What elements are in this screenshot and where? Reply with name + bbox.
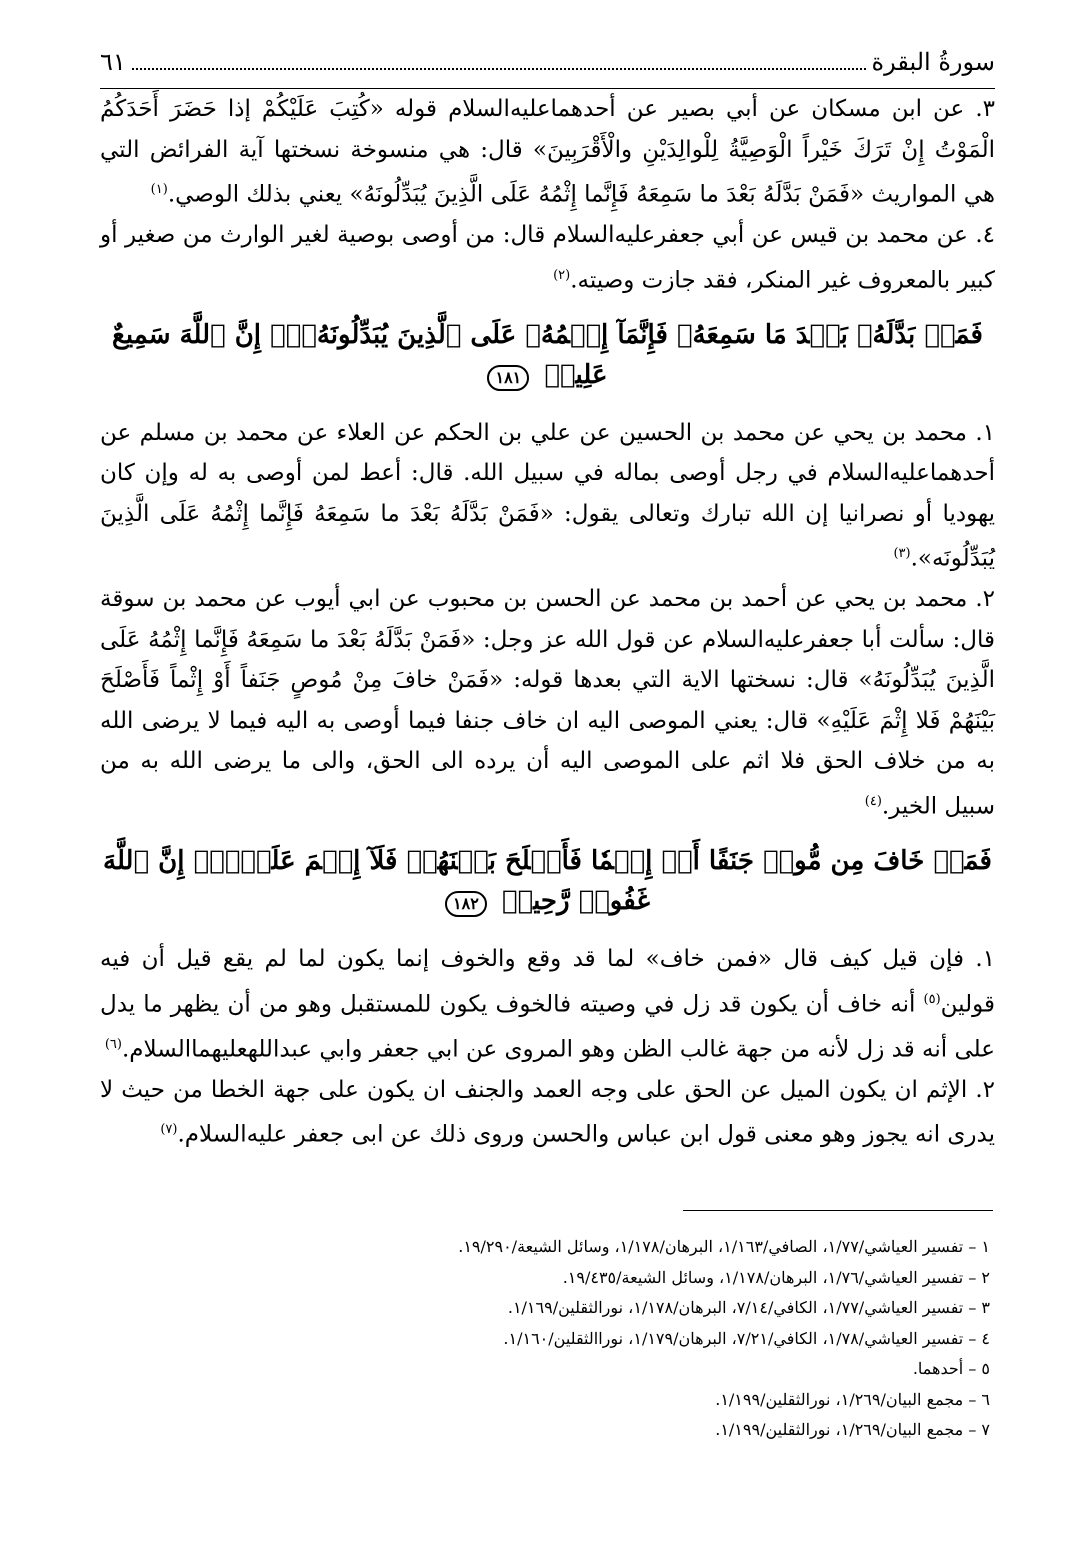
footnotes (300, 1232, 990, 1446)
verse-text: فَمَنۡ خَافَ مِن مُّوصٖ جَنَفًا أَوۡ إِثۡمٗا فَأَصۡلَحَ بَيۡنَهُمۡ فَلَآ إِثۡمَ عَلَيۡهِۚ إِنَّ ٱللَّهَ غَفُورٞ رَّحِيمٞ (103, 846, 992, 917)
header-dots (132, 68, 866, 70)
verse-text: فَمَنۢ بَدَّلَهُۥ بَعۡدَ مَا سَمِعَهُۥ فَإِنَّمَآ إِثۡمُهُۥ عَلَى ٱلَّذِينَ يُبَدِّلُونَهُۥٓۚ إِنَّ ٱللَّهَ سَمِيعٌ عَلِيمٞ (112, 319, 983, 390)
paragraph-2-1: ١. محمد بن يحي عن محمد بن الحسين عن علي بن الحكم عن العلاء عن محمد بن مسلم عن أحدهماعليه‌السلام في رجل أوصى بماله في سبيل الله. قال: أعط لمن أوصى به له وإن كان يهوديا أو نصرانيا إن الله تبارك وتعالى يقول: «فَمَنْ بَدَّلَهُ بَعْدَ ما سَمِعَهُ فَإِنَّما إِثْمُهُ عَلَى الَّذِينَ يُبَدِّلُونَه».$^{(٣)}$ (100, 419, 995, 572)
footnote-ref: (٧) (160, 1122, 178, 1138)
surah-title: سورةُ البقرة (871, 48, 995, 76)
footnote-ref: (١) (150, 182, 168, 197)
footnote-7: ٧ – مجمع البيان/١/٢٦٩، نورالثقلين/١/١٩٩. (715, 1420, 990, 1439)
footnote-1: ١ – تفسير العياشي/١/٧٧، الصافي/١/١٦٣، البرهان/١/١٧٨، وسائل الشيعة/١٩/٢٩٠. (458, 1237, 990, 1256)
footnote-4: ٤ – تفسير العياشي/١/٧٨، الكافي/٧/٢١، البرهان/١/١٧٩، نوراالثقلين/١/١٦٠. (503, 1328, 990, 1348)
footnote-6: ٦ – مجمع البيان/١/٢٦٩، نورالثقلين/١/١٩٩. (715, 1389, 990, 1409)
quran-verse-181 (100, 315, 995, 395)
footnote-2: ٢ – تفسير العياشي/١/٧٦، البرهان/١/١٧٨، وسائل الشيعة/١٩/٤٣٥. (562, 1267, 990, 1287)
paragraph-3-1: ١. فإن قيل كيف قال «فمن خاف» لما قد وقع والخوف إنما يكون لما لم يقع قيل أن فيه قولين$^{(٥)}$ أنه خاف أن يكون قد زل في وصيته فالخوف يكون للمستقبل وهو من أن يظهر ما يدل على أنه قد زل لأنه من جهة غالب الظن وهو المروى عن ابي جعفر وابي عبداللهعليهما‌السلام.$^{(٦)}$ (100, 946, 996, 1063)
page-header (100, 48, 995, 89)
footnote-ref: (٣) (893, 546, 911, 562)
footnote-3: ٣ – تفسير العياشي/١/٧٧، الكافي/٧/١٤، البرهان/١/١٧٨، نورالثقلين/١/١٦٩. (507, 1298, 990, 1317)
page-body (100, 48, 995, 1156)
footnote-divider (683, 1210, 993, 1211)
paragraph-2-2: ٢. محمد بن يحي عن أحمد بن محمد عن الحسن بن محبوب عن ابي أيوب عن محمد بن سوقة قال: سألت أبا جعفرعليه‌السلام عن قول الله عز وجل: «فَمَنْ بَدَّلَهُ بَعْدَ ما سَمِعَهُ فَإِنَّما إِثْمُهُ عَلَى الَّذِينَ يُبَدِّلُونَهُ» قال: نسختها الاية التي بعدها قوله: «فَمَنْ خافَ مِنْ مُوصٍ جَنَفاً أَوْ إِثْماً فَأَصْلَحَ بَيْنَهُمْ فَلا إِثْمَ عَلَيْهِ» قال: يعني الموصى اليه ان خاف جنفا فيما أوصى به اليه فيما لا يرضى الله به من خلاف الحق فلا اثم على الموصى اليه أن يرده الى الحق، والى ما يرضى الله به من سبيل الخير.$^{(٤)}$ (100, 586, 995, 820)
footnote-ref: (٢) (553, 267, 571, 283)
page-number: ٦١ (100, 48, 126, 76)
verse-number: ١٨٢ (445, 891, 487, 917)
footnote-ref: (٥) (923, 991, 941, 1007)
footnote-ref: (٤) (864, 793, 882, 809)
paragraph-3-2: ٢. الإثم ان يكون الميل عن الحق على وجه العمد والجنف ان يكون على جهة الخطا من حيث لا يدرى انه يجوز وهو معنى قول ابن عباس والحسن وروى ذلك عن ابى جعفر عليه‌السلام.$^{(٧)}$ (100, 1076, 995, 1149)
verse-number: ١٨١ (487, 365, 529, 391)
quran-verse-182 (100, 841, 995, 921)
paragraph-1-4: ٤. عن محمد بن قيس عن أبي جعفرعليه‌السلام قال: من أوصى بوصية لغير الوارث من صغير أو كبير بالمعروف غير المنكر، فقد جازت وصيته.$^{(٢)}$ (100, 222, 995, 294)
footnote-5: ٥ – أحدهما. (912, 1359, 990, 1378)
footnote-ref: (٦) (104, 1036, 122, 1052)
paragraph-1-3: ٣. عن ابن مسكان عن أبي بصير عن أحدهماعليه‌السلام قوله «كُتِبَ عَلَيْكُمْ إذا حَضَرَ أَحَدَكُمُ الْمَوْتُ إِنْ تَرَكَ خَيْراً الْوَصِيَّةُ لِلْوالِدَيْنِ والْأَقْرَبِينَ» قال: هي منسوخة نسختها آية الفرائض التي هي المواريث «فَمَنْ بَدَّلَهُ بَعْدَ ما سَمِعَهُ فَإِنَّما إِثْمُهُ عَلَى الَّذِينَ يُبَدِّلُونَهُ» يعني بذلك الوصي.$^{(١)}$ (100, 96, 995, 208)
